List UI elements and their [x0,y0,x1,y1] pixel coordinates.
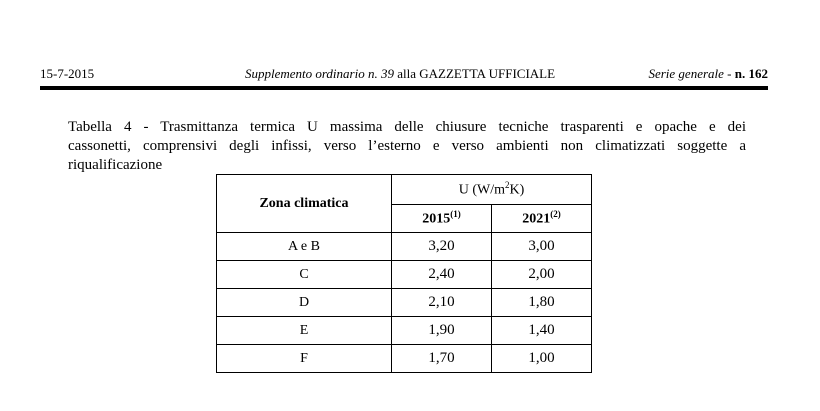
header-series-separator: - [727,66,732,81]
zone-column-header: Zona climatica [217,175,392,233]
value-2021-cell: 1,80 [492,289,592,317]
table-row [217,317,592,345]
caption-line: Tabella 4 - Trasmittanza termica U massima delle chiusure tecniche trasparenti e opache e dei [68,119,746,135]
header-gazette-title: GAZZETTA UFFICIALE [419,66,556,81]
zone-cell: A e B [217,233,392,261]
value-2015-cell: 3,20 [392,233,492,261]
header-joiner: alla [397,66,416,81]
page-header [40,66,768,84]
header-publication [230,66,570,82]
zone-cell: F [217,345,392,373]
footnote-ref: (1) [450,209,461,220]
caption-line: riqualificazione [68,157,163,173]
zone-cell: C [217,261,392,289]
value-2021-cell: 1,00 [492,345,592,373]
table-header-row [217,175,592,205]
header-series-label: Serie generale [648,66,724,81]
table-row [217,289,592,317]
transmittance-table [216,174,592,373]
caption-line: cassonetti, comprensivi degli infissi, verso l’esterno e verso ambienti non climatizzati soggette a [68,138,746,154]
u-header-exponent: 2 [504,180,510,191]
value-2015-cell: 2,10 [392,289,492,317]
value-2015-cell: 1,90 [392,317,492,345]
u-column-header [392,175,592,205]
u-header-prefix: U (W/m [458,182,505,198]
year-label: 2021 [522,211,551,227]
header-rule [40,86,768,90]
table-row [217,233,592,261]
table-row [217,345,592,373]
value-2021-cell: 1,40 [492,317,592,345]
value-2015-cell: 2,40 [392,261,492,289]
footnote-ref: (2) [550,209,561,220]
value-2021-cell: 2,00 [492,261,592,289]
table-row [217,261,592,289]
year-label: 2015 [422,211,451,227]
year-header-2021 [492,205,592,233]
header-date: 15-7-2015 [40,66,95,81]
header-issue-number: n. 162 [734,66,768,81]
zone-cell: D [217,289,392,317]
zone-cell: E [217,317,392,345]
value-2021-cell: 3,00 [492,233,592,261]
table-caption [68,118,746,175]
value-2015-cell: 1,70 [392,345,492,373]
header-supplement: Supplemento ordinario n. 39 [244,66,394,81]
header-series [648,66,768,82]
u-header-suffix: K) [509,182,525,198]
year-header-2015 [392,205,492,233]
